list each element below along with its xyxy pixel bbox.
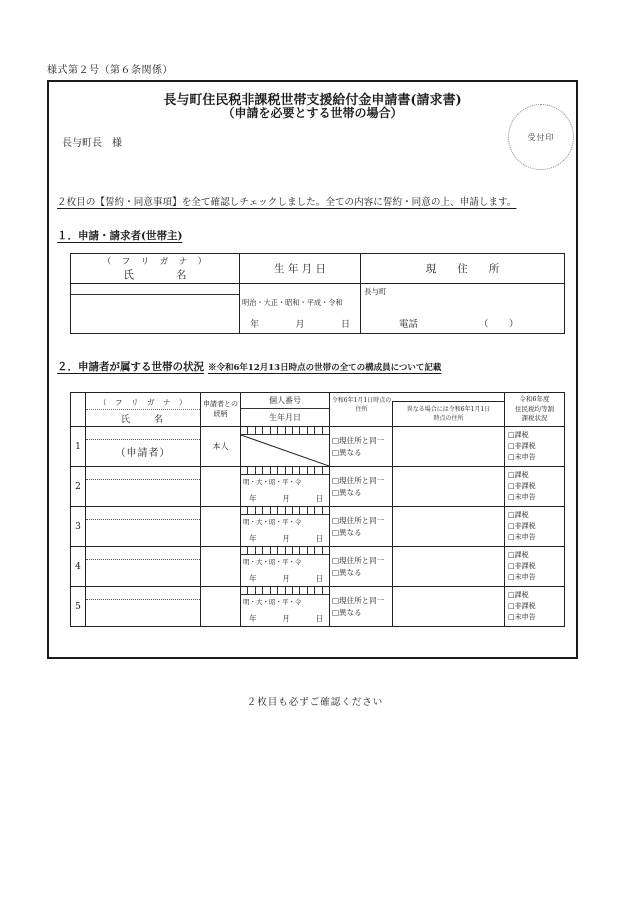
mynumber-birth-cell (241, 427, 330, 467)
mynumber-birth-cell (241, 467, 330, 507)
era-options-short: 明・大・昭・平・令 (243, 478, 302, 486)
date-labels (249, 533, 323, 544)
month-label: 月 (282, 494, 290, 503)
form-subtitle: （申請を必要とする世帯の場合） (222, 106, 403, 120)
form-title: 長与町住民税非課税世帯支援給付金申請書(請求書) (163, 93, 462, 108)
checkbox-tax-exempt: □非課税 (508, 562, 536, 571)
day-label: 日 (315, 494, 323, 503)
day-label: 日 (315, 534, 323, 543)
tax-label-line1: 令和6年度 (519, 394, 550, 403)
furigana-separator-line (86, 519, 200, 520)
household-members-table (70, 392, 565, 627)
date-labels (249, 613, 323, 624)
receipt-stamp-circle (508, 104, 574, 170)
furigana-separator-line (86, 599, 200, 600)
member-row-2 (71, 467, 565, 507)
address-input-cell (361, 284, 565, 334)
checkbox-same-address: □現住所と同一 (332, 435, 385, 445)
month-label: 月 (282, 534, 290, 543)
checkbox-same-address: □現住所と同一 (332, 515, 385, 525)
mynumber-digit-boxes (241, 507, 329, 515)
furigana-label: （ フ リ ガ ナ ） (102, 257, 208, 267)
birthdate-input-cell (240, 284, 361, 334)
year-label: 年 (250, 320, 260, 330)
checkbox-tax-exempt: □非課税 (508, 482, 536, 491)
relation-cell (201, 547, 241, 587)
jan1-address-label: 令和6年1月1日時点の住所 (331, 397, 392, 413)
mynumber-birth-cell (241, 547, 330, 587)
day-label: 日 (315, 614, 323, 623)
relation-cell (201, 467, 241, 507)
row-number: 2 (71, 467, 86, 507)
different-address-cell (393, 467, 505, 507)
col-header-jan1-address (330, 393, 505, 427)
receipt-stamp-label: 受付印 (527, 132, 555, 142)
member-name-cell (86, 547, 201, 587)
checkbox-same-address: □現住所と同一 (332, 595, 385, 605)
checkbox-undeclared: □未申告 (508, 452, 536, 461)
section1-heading: １．申請・請求者(世帯主) (57, 230, 183, 242)
checkbox-taxed: □課税 (508, 551, 529, 560)
declaration-statement: ２枚目の【誓約・同意事項】を全て確認しチェックしました。全ての内容に誓約・同意の上、申請します。 (57, 197, 517, 208)
checkbox-undeclared: □未申告 (508, 532, 536, 541)
member-name-cell (86, 587, 201, 627)
col-header-address: 現 住 所 (361, 254, 565, 284)
jan1-address-checkboxes (330, 507, 393, 547)
jan1-address-checkboxes (330, 547, 393, 587)
date-labels (249, 493, 323, 504)
furigana-separator-line (86, 559, 200, 560)
mynumber-digit-boxes (241, 547, 329, 555)
applicant-table (70, 253, 565, 334)
col-header-mynumber-birth (241, 393, 330, 427)
furigana-label: （ フ リ ガ ナ ） (86, 395, 200, 410)
checkbox-same-address: □現住所と同一 (332, 475, 385, 485)
checkbox-undeclared: □未申告 (508, 492, 536, 501)
checkbox-undeclared: □未申告 (508, 572, 536, 581)
relation-cell (201, 587, 241, 627)
tax-status-checkboxes (505, 587, 565, 627)
row-number: 4 (71, 547, 86, 587)
section2-heading-note: ※令和6年12月13日時点の世帯の全ての構成員について記載 (208, 363, 442, 373)
relation-cell: 本人 (201, 427, 241, 467)
row-number: 3 (71, 507, 86, 547)
addressee: 長与町長 様 (62, 138, 122, 149)
relation-cell (201, 507, 241, 547)
checkbox-taxed: □課税 (508, 591, 529, 600)
member-name-cell (86, 507, 201, 547)
furigana-separator-line (71, 294, 239, 295)
diff-label-line2: 時点の住所 (433, 415, 464, 422)
year-label: 年 (249, 534, 257, 543)
era-options-short: 明・大・昭・平・令 (243, 558, 302, 566)
row-number: 1 (71, 427, 86, 467)
checkbox-tax-exempt: □非課税 (508, 522, 536, 531)
year-label: 年 (249, 494, 257, 503)
date-labels (249, 573, 323, 584)
section2-heading (57, 359, 441, 374)
era-options-short: 明・大・昭・平・令 (243, 518, 302, 526)
tax-label-line3: 課税状況 (521, 414, 548, 423)
furigana-separator-line (86, 479, 200, 480)
month-label: 月 (295, 320, 305, 330)
section2-heading-text: ２．申請者が属する世帯の状況 (57, 361, 204, 373)
jan1-address-checkboxes (330, 467, 393, 507)
phone-paren-open: （ (479, 319, 489, 330)
applicant-name: （申請者） (115, 448, 171, 459)
form-outer-box (47, 80, 578, 659)
phone-paren-close: ） (509, 319, 519, 330)
footer-note: ２枚目も必ずご確認ください (246, 697, 384, 708)
mynumber-birth-cell (241, 587, 330, 627)
different-address-cell (393, 587, 505, 627)
mynumber-label: 個人番号 (241, 393, 329, 409)
birthdate-label: 生年月日 (269, 413, 301, 422)
tax-status-checkboxes (505, 467, 565, 507)
row-number: 5 (71, 587, 86, 627)
day-label: 日 (340, 320, 350, 330)
different-address-cell (393, 547, 505, 587)
checkbox-different-address: □異なる (332, 447, 362, 457)
name-label: 氏 名 (120, 414, 165, 425)
different-address-label (392, 401, 504, 426)
form-code: 様式第２号（第６条関係） (47, 65, 173, 76)
member-row-4 (71, 547, 565, 587)
member-row-1 (71, 427, 565, 467)
diff-label-line1: 異なる場合には令和6年1月1日 (406, 406, 491, 413)
col-header-member-name (86, 393, 201, 427)
different-address-cell (393, 507, 505, 547)
tax-label-line2: 住民税均等割 (515, 404, 554, 413)
checkbox-undeclared: □未申告 (508, 612, 536, 621)
different-address-cell (393, 427, 505, 467)
address-prefill: 長与町 (364, 287, 387, 296)
member-name-cell (86, 467, 201, 507)
col-header-number (71, 393, 86, 427)
checkbox-same-address: □現住所と同一 (332, 555, 385, 565)
month-label: 月 (282, 574, 290, 583)
jan1-address-checkboxes (330, 587, 393, 627)
checkbox-different-address: □異なる (332, 567, 362, 577)
mynumber-birth-cell (241, 507, 330, 547)
col-header-tax-status (505, 393, 565, 427)
era-options: 明治・大正・昭和・平成・令和 (242, 298, 343, 307)
checkbox-different-address: □異なる (332, 607, 362, 617)
member-row-5 (71, 587, 565, 627)
furigana-separator-line (86, 439, 200, 440)
checkbox-tax-exempt: □非課税 (508, 602, 536, 611)
day-label: 日 (315, 574, 323, 583)
mynumber-digit-boxes (241, 467, 329, 475)
jan1-address-checkboxes (330, 427, 393, 467)
year-label: 年 (249, 614, 257, 623)
month-label: 月 (282, 614, 290, 623)
era-options-short: 明・大・昭・平・令 (243, 598, 302, 606)
col-header-relation (201, 393, 241, 427)
col-header-name (71, 254, 240, 284)
checkbox-taxed: □課税 (508, 431, 529, 440)
phone-label: 電話 (399, 319, 419, 330)
name-label: 氏 名 (123, 269, 187, 281)
year-label: 年 (249, 574, 257, 583)
tax-status-checkboxes (505, 547, 565, 587)
diagonal-strike-line (241, 435, 329, 466)
checkbox-taxed: □課税 (508, 471, 529, 480)
member-row-3 (71, 507, 565, 547)
tax-status-checkboxes (505, 427, 565, 467)
checkbox-different-address: □異なる (332, 487, 362, 497)
relation-label-line2: 続柄 (213, 409, 228, 418)
name-input-cell (71, 284, 240, 334)
checkbox-different-address: □異なる (332, 527, 362, 537)
member-name-cell (86, 427, 201, 467)
tax-status-checkboxes (505, 507, 565, 547)
mynumber-digit-boxes (241, 427, 329, 435)
col-header-birthdate: 生 年 月 日 (240, 254, 361, 284)
checkbox-taxed: □課税 (508, 511, 529, 520)
checkbox-tax-exempt: □非課税 (508, 442, 536, 451)
mynumber-digit-boxes (241, 587, 329, 595)
date-labels (250, 317, 350, 330)
relation-label-line1: 申請者との (203, 400, 238, 409)
